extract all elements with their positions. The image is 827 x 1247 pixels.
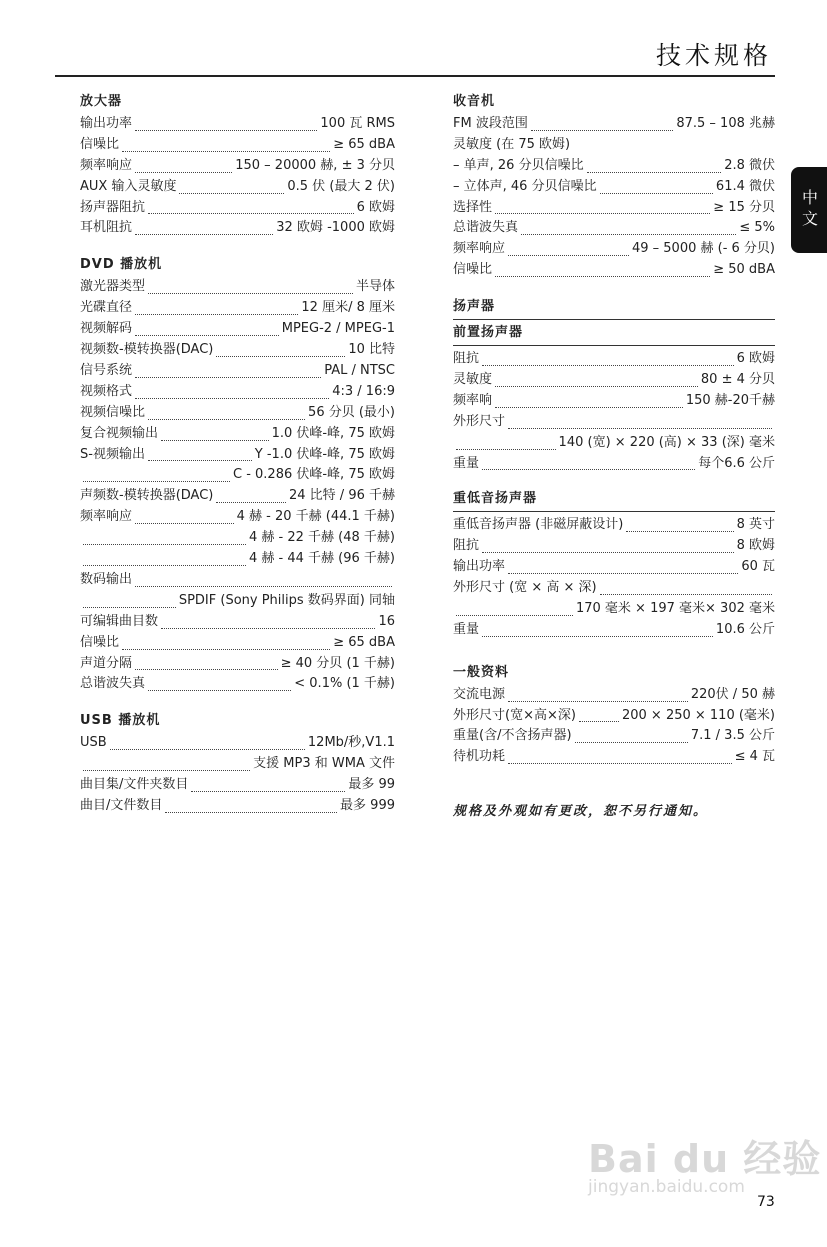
- spec-value: 10 比特: [348, 341, 395, 357]
- spec-value: ≤ 5%: [739, 220, 775, 236]
- spec-label: 声频数-模转换器(DAC): [80, 488, 214, 504]
- dot-leader: [531, 110, 674, 131]
- spec-row: [80, 486, 395, 507]
- watermark: [588, 1128, 821, 1197]
- spec-label: 阻抗: [453, 538, 480, 554]
- dot-leader: [135, 152, 232, 173]
- watermark-logo: Bai du 经验: [588, 1137, 822, 1181]
- spec-label: 外形尺寸: [453, 413, 506, 429]
- spec-list: [453, 349, 775, 474]
- spec-value: MPEG-2 / MPEG-1: [281, 321, 395, 337]
- subsection-title-subwoofer: 重低音扬声器: [453, 489, 775, 512]
- spec-label: 重低音扬声器 (非磁屏蔽设计): [453, 517, 624, 533]
- spec-label: 阻抗: [453, 350, 480, 366]
- spec-value: 半导体: [355, 279, 395, 295]
- subsection-title-front: 前置扬声器: [453, 323, 775, 346]
- section-title: USB 播放机: [80, 713, 161, 729]
- section-tuner: [453, 92, 775, 281]
- spec-value: 4 赫 - 20 千赫 (44.1 千赫): [236, 509, 395, 525]
- spec-value: ≥ 40 分贝 (1 千赫): [280, 655, 395, 671]
- spec-value: 6 欧姆: [736, 350, 775, 366]
- spec-label: 复合视频输出: [80, 425, 159, 441]
- spec-label: 频率响: [453, 392, 493, 408]
- dot-leader: [148, 441, 252, 462]
- dot-leader: [135, 503, 234, 524]
- spec-label: 可编辑曲目数: [80, 613, 159, 629]
- spec-label: 待机功耗: [453, 749, 506, 765]
- spec-label: – 单声, 26 分贝信噪比: [453, 157, 584, 173]
- spec-list: [453, 515, 775, 640]
- spec-value: 200 × 250 × 110 (毫米): [621, 707, 775, 723]
- spec-row: [80, 796, 395, 817]
- spec-value: 49 – 5000 赫 (- 6 分贝): [631, 241, 775, 257]
- dot-leader: [600, 574, 772, 595]
- spec-label: 灵敏度: [453, 371, 493, 387]
- spec-value: 80 ± 4 分贝: [700, 371, 775, 387]
- dot-leader: [495, 256, 710, 277]
- spec-value: ≥ 65 dBA: [333, 136, 395, 152]
- spec-value: 150 赫-20千赫: [685, 392, 775, 408]
- spec-value: 32 欧姆 -1000 欧姆: [276, 220, 395, 236]
- spec-value: 60 瓦: [741, 559, 775, 575]
- dot-leader: [135, 650, 278, 671]
- spec-value: 4 赫 - 44 千赫 (96 千赫): [249, 551, 395, 567]
- spec-label: 光碟直径: [80, 300, 133, 316]
- spec-label: 输出功率: [80, 115, 133, 131]
- spec-label: 视频解码: [80, 321, 133, 337]
- page-title: 技术规格: [655, 41, 772, 70]
- spec-row: [453, 454, 775, 475]
- spec-label: 曲目/文件数目: [80, 798, 163, 813]
- spec-row: [453, 620, 775, 641]
- spec-label: 频率响应: [80, 157, 133, 173]
- spec-value: 56 分贝 (最小): [308, 404, 395, 420]
- spec-label: 信噪比: [80, 136, 120, 152]
- spec-label: 视频信噪比: [80, 404, 146, 420]
- spec-value: 61.4 微伏: [715, 178, 775, 194]
- spec-value: 6 欧姆: [356, 199, 395, 215]
- dot-leader: [600, 173, 713, 194]
- spec-label: 选择性: [453, 199, 493, 215]
- dot-leader: [148, 670, 291, 691]
- dot-leader: [508, 743, 732, 764]
- section-title: DVD 播放机: [80, 257, 163, 273]
- dot-leader: [216, 482, 286, 503]
- spec-label: AUX 输入灵敏度: [80, 178, 177, 194]
- dot-leader: [83, 750, 250, 771]
- dot-leader: [179, 173, 284, 194]
- spec-value: 12 厘米/ 8 厘米: [301, 300, 395, 316]
- dot-leader: [122, 131, 330, 152]
- spec-label: 外形尺寸(宽×高×深): [453, 707, 576, 723]
- dot-leader: [495, 366, 698, 387]
- dot-leader: [495, 194, 710, 215]
- spec-label: 总谐波失真: [453, 220, 519, 236]
- dot-leader: [161, 420, 269, 441]
- spec-value: 12Mb/秒,V1.1: [307, 735, 395, 751]
- spec-value: < 0.1% (1 千赫): [294, 676, 395, 692]
- spec-value: Y -1.0 伏峰-峰, 75 欧姆: [254, 446, 395, 462]
- dot-leader: [135, 566, 392, 587]
- section-title: 放大器: [80, 94, 123, 109]
- spec-label: USB: [80, 735, 107, 751]
- dot-leader: [83, 461, 230, 482]
- section-general: [453, 663, 775, 769]
- spec-label: 曲目集/文件夹数目: [80, 777, 189, 793]
- spec-label: 重量: [453, 455, 480, 471]
- dot-leader: [135, 315, 279, 336]
- page-number: 73: [757, 1194, 775, 1210]
- spec-value: 24 比特 / 96 千赫: [289, 488, 395, 504]
- dot-leader: [495, 387, 683, 408]
- spec-value: 支援 MP3 和 WMA 文件: [253, 756, 395, 772]
- spec-label: 频率响应: [80, 509, 133, 525]
- dot-leader: [148, 194, 354, 215]
- spec-section: [80, 711, 395, 817]
- dot-leader: [508, 235, 629, 256]
- dot-leader: [587, 152, 722, 173]
- dot-leader: [456, 429, 556, 450]
- spec-value: 2.8 微伏: [724, 157, 775, 173]
- spec-row: [80, 218, 395, 239]
- dot-leader: [83, 587, 176, 608]
- spec-value: 最多 999: [340, 798, 395, 813]
- spec-label: 总谐波失真: [80, 676, 146, 692]
- title-divider: [55, 75, 775, 77]
- dot-leader: [508, 681, 688, 702]
- dot-leader: [521, 214, 736, 235]
- spec-row: [453, 747, 775, 768]
- section-title: 扬声器: [453, 297, 775, 320]
- spec-value: 220伏 / 50 赫: [690, 686, 775, 702]
- spec-value: 1.0 伏峰-峰, 75 欧姆: [271, 425, 395, 441]
- spec-label: 灵敏度 (在 75 欧姆): [453, 136, 571, 152]
- dot-leader: [165, 792, 337, 813]
- spec-value: ≥ 15 分贝: [713, 199, 775, 215]
- spec-value: ≥ 65 dBA: [333, 634, 395, 650]
- spec-label: 交流电源: [453, 686, 506, 702]
- spec-value: C - 0.286 伏峰-峰, 75 欧姆: [232, 467, 395, 483]
- spec-value: 140 (宽) × 220 (高) × 33 (深) 毫米: [558, 434, 775, 450]
- spec-list: [453, 114, 775, 281]
- spec-row: [453, 114, 775, 135]
- spec-value: PAL / NTSC: [324, 362, 395, 378]
- dot-leader: [83, 545, 246, 566]
- spec-value: 100 瓦 RMS: [320, 115, 395, 131]
- right-column: [453, 92, 775, 823]
- spec-value: 8 英寸: [736, 517, 775, 533]
- dot-leader: [191, 771, 345, 792]
- spec-value: ≤ 4 瓦: [734, 749, 775, 765]
- spec-value: SPDIF (Sony Philips 数码界面) 同轴: [178, 592, 395, 608]
- dot-leader: [135, 294, 298, 315]
- section-title: 一般资料: [453, 664, 510, 680]
- spec-row: [80, 674, 395, 695]
- dot-leader: [482, 532, 734, 553]
- spec-label: 数码输出: [80, 571, 133, 587]
- spec-label: 视频格式: [80, 383, 133, 399]
- watermark-url: jingyan.baidu.com: [588, 1177, 745, 1197]
- disclaimer-note: 规格及外观如有更改，恕不另行通知。: [453, 804, 709, 820]
- dot-leader: [482, 450, 695, 471]
- spec-value: 170 毫米 × 197 毫米× 302 毫米: [575, 600, 775, 616]
- spec-label: – 立体声, 46 分贝信噪比: [453, 178, 597, 194]
- section-title: 收音机: [453, 94, 496, 109]
- spec-label: 扬声器阻抗: [80, 199, 146, 215]
- spec-value: 0.5 伏 (最大 2 伏): [287, 178, 395, 194]
- dot-leader: [575, 722, 688, 743]
- left-column: [80, 92, 395, 833]
- dot-leader: [482, 616, 713, 637]
- spec-value: 4 赫 - 22 千赫 (48 千赫): [249, 530, 395, 546]
- spec-label: 激光器类型: [80, 279, 146, 295]
- spec-value: 87.5 – 108 兆赫: [676, 115, 775, 131]
- spec-value: 16: [378, 613, 395, 629]
- spec-label: 信噪比: [453, 262, 493, 278]
- spec-list: [453, 685, 775, 769]
- dot-leader: [135, 214, 273, 235]
- dot-leader: [579, 702, 619, 723]
- spec-label: 信号系统: [80, 362, 133, 378]
- language-tab-label: 中文: [799, 189, 819, 231]
- dot-leader: [508, 553, 738, 574]
- spec-label: 重量: [453, 621, 480, 637]
- dot-leader: [482, 345, 734, 366]
- spec-label: 视频数-模转换器(DAC): [80, 341, 214, 357]
- spec-row: [453, 260, 775, 281]
- spec-value: 每个6.6 公斤: [698, 455, 775, 471]
- dot-leader: [148, 399, 305, 420]
- dot-leader: [135, 357, 321, 378]
- spec-label: FM 波段范围: [453, 115, 528, 131]
- spec-label: 耳机阻抗: [80, 220, 133, 236]
- spec-label: 频率响应: [453, 241, 506, 257]
- dot-leader: [216, 336, 345, 357]
- spec-section: [80, 255, 395, 695]
- dot-leader: [456, 595, 573, 616]
- spec-value: ≥ 50 dBA: [713, 262, 775, 278]
- spec-label: 重量(含/不含扬声器): [453, 728, 572, 744]
- dot-leader: [508, 408, 772, 429]
- dot-leader: [135, 110, 317, 131]
- dot-leader: [135, 378, 329, 399]
- spec-value: 10.6 公斤: [715, 621, 775, 637]
- spec-value: 最多 99: [348, 777, 395, 793]
- spec-value: 150 – 20000 赫, ± 3 分贝: [235, 157, 395, 173]
- spec-label: 输出功率: [453, 559, 506, 575]
- spec-row: [80, 135, 395, 156]
- spec-value: 4:3 / 16:9: [332, 383, 395, 399]
- spec-value: 7.1 / 3.5 公斤: [690, 728, 775, 744]
- language-tab: [791, 167, 827, 253]
- dot-leader: [83, 524, 246, 545]
- dot-leader: [626, 511, 733, 532]
- dot-leader: [110, 729, 305, 750]
- spec-value: 8 欧姆: [736, 538, 775, 554]
- dot-leader: [148, 273, 353, 294]
- spec-label: S-视频输出: [80, 446, 145, 462]
- spec-label: 信噪比: [80, 634, 120, 650]
- dot-leader: [161, 608, 375, 629]
- spec-label: 声道分隔: [80, 655, 133, 671]
- spec-section: [80, 92, 395, 239]
- spec-label: 外形尺寸 (宽 × 高 × 深): [453, 580, 597, 596]
- section-speakers: [453, 297, 775, 641]
- dot-leader: [122, 629, 330, 650]
